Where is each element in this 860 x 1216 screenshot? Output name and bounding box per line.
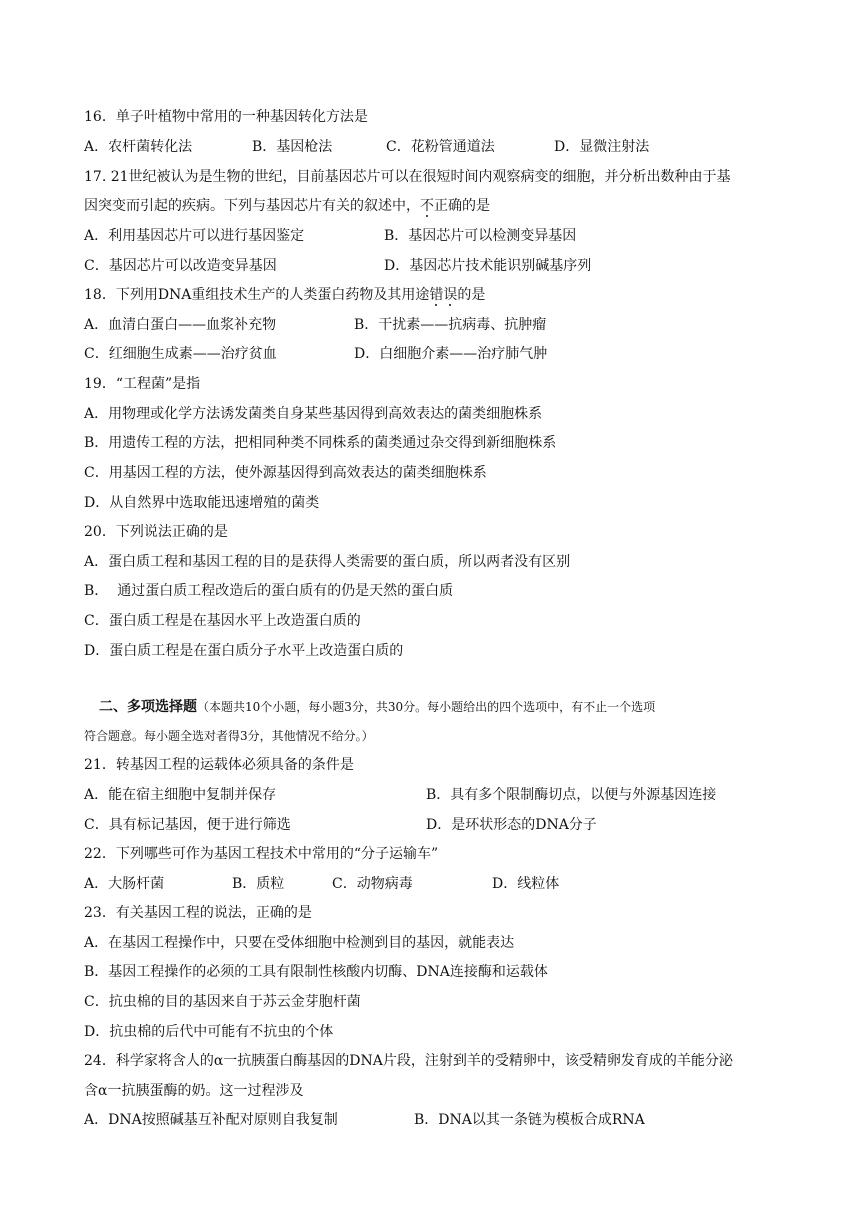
question-21-option-d: D．是环状形态的DNA分子 [426, 817, 597, 833]
question-23-option-d: D．抗虫棉的后代中可能有不抗虫的个体 [84, 1024, 334, 1040]
question-20-option-c: C．蛋白质工程是在基因水平上改造蛋白质的 [84, 613, 361, 629]
question-21-option-b: B．具有多个限制酶切点，以便与外源基因连接 [426, 787, 717, 803]
question-20-option-d: D．蛋白质工程是在蛋白质分子水平上改造蛋白质的 [84, 643, 404, 659]
question-19-stem: 19．“工程菌”是指 [84, 376, 201, 392]
question-23-option-c: C．抗虫棉的目的基因来自于苏云金芽胞杆菌 [84, 994, 361, 1010]
question-18-option-a: A．血清白蛋白——血浆补充物 [84, 317, 277, 333]
question-17-option-b: B．基因芯片可以检测变异基因 [384, 228, 577, 244]
question-19-option-b: B．用遗传工程的方法，把相同种类不同株系的菌类通过杂交得到新细胞株系 [84, 435, 557, 451]
question-18-option-c: C．红细胞生成素——治疗贫血 [84, 346, 277, 362]
emphasis-dot: 误 [443, 287, 458, 303]
question-17-stem-line2: 因突变而引起的疾病。下列与基因芯片有关的叙述中，不正确的是 [84, 198, 490, 214]
section-2-note-line2: 符合题意。每小题全选对者得3分，其他情况不给分。） [84, 729, 374, 743]
question-24-stem-line2: 含α一抗胰蛋酶的奶。这一过程涉及 [84, 1083, 304, 1099]
section-2-note-line1: （本题共10个小题，每小题3分，共30分。每小题给出的四个选项中，有不止一个选项 [197, 700, 656, 714]
question-22-option-d: D．线粒体 [492, 876, 560, 892]
question-17-option-c: C．基因芯片可以改造变异基因 [84, 258, 277, 274]
question-22-option-b: B．质粒 [232, 876, 285, 892]
question-21-stem: 21．转基因工程的运载体必须具备的条件是 [84, 757, 354, 773]
question-18-option-b: B．干扰素——抗病毒、抗肿瘤 [354, 317, 547, 333]
question-18-option-d: D．白细胞介素——治疗肺气肿 [354, 346, 548, 362]
question-19-option-a: A．用物理或化学方法诱发菌类自身某些基因得到高效表达的菌类细胞株系 [84, 406, 543, 422]
question-16-option-a: A．农杆菌转化法 [84, 139, 193, 155]
question-16-option-b: B．基因枪法 [252, 139, 333, 155]
question-23-stem: 23．有关基因工程的说法，正确的是 [84, 905, 312, 921]
question-20-option-b: B． 通过蛋白质工程改造后的蛋白质有的仍是天然的蛋白质 [84, 583, 454, 599]
section-2-header [99, 697, 655, 717]
question-20-option-a: A．蛋白质工程和基因工程的目的是获得人类需要的蛋白质，所以两者没有区别 [84, 554, 571, 570]
question-22-stem: 22．下列哪些可作为基因工程技术中常用的“分子运输车” [84, 846, 439, 862]
question-20-stem: 20．下列说法正确的是 [84, 524, 228, 540]
question-17-stem-line1: 17. 21世纪被认为是生物的世纪，目前基因芯片可以在很短时间内观察病变的细胞，并分析出数种由于基 [84, 169, 731, 185]
emphasis-dot: 错 [429, 287, 444, 303]
question-24-stem-line1: 24．科学家将含人的α一抗胰蛋白酶基因的DNA片段，注射到羊的受精卵中，该受精卵发育成的羊能分泌 [84, 1053, 733, 1069]
question-21-option-c: C．具有标记基因，便于进行筛选 [84, 817, 291, 833]
question-16-option-c: C．花粉管通道法 [386, 139, 495, 155]
question-24-option-b: B．DNA以其一条链为模板合成RNA [414, 1112, 645, 1128]
question-16-stem: 16．单子叶植物中常用的一种基因转化方法是 [84, 109, 368, 125]
section-2-title: 二、多项选择题 [99, 699, 197, 715]
question-19-option-c: C．用基因工程的方法，使外源基因得到高效表达的菌类细胞株系 [84, 465, 487, 481]
question-17-option-d: D．基因芯片技术能识别碱基序列 [384, 258, 592, 274]
question-19-option-d: D．从自然界中选取能迅速增殖的菌类 [84, 495, 320, 511]
question-18-stem: 18．下列用DNA重组技术生产的人类蛋白药物及其用途错误的是 [84, 287, 486, 303]
emphasis-dot: 不 [420, 198, 434, 214]
question-21-option-a: A．能在宿主细胞中复制并保存 [84, 787, 277, 803]
question-22-option-c: C．动物病毒 [332, 876, 413, 892]
question-22-option-a: A．大肠杆菌 [84, 876, 165, 892]
question-24-option-a: A．DNA按照碱基互补配对原则自我复制 [84, 1112, 338, 1128]
question-17-option-a: A．利用基因芯片可以进行基因鉴定 [84, 228, 305, 244]
question-23-option-a: A．在基因工程操作中，只要在受体细胞中检测到目的基因，就能表达 [84, 935, 515, 951]
question-23-option-b: B．基因工程操作的必须的工具有限制性核酸内切酶、DNA连接酶和运载体 [84, 964, 548, 980]
question-16-option-d: D．显微注射法 [554, 139, 650, 155]
